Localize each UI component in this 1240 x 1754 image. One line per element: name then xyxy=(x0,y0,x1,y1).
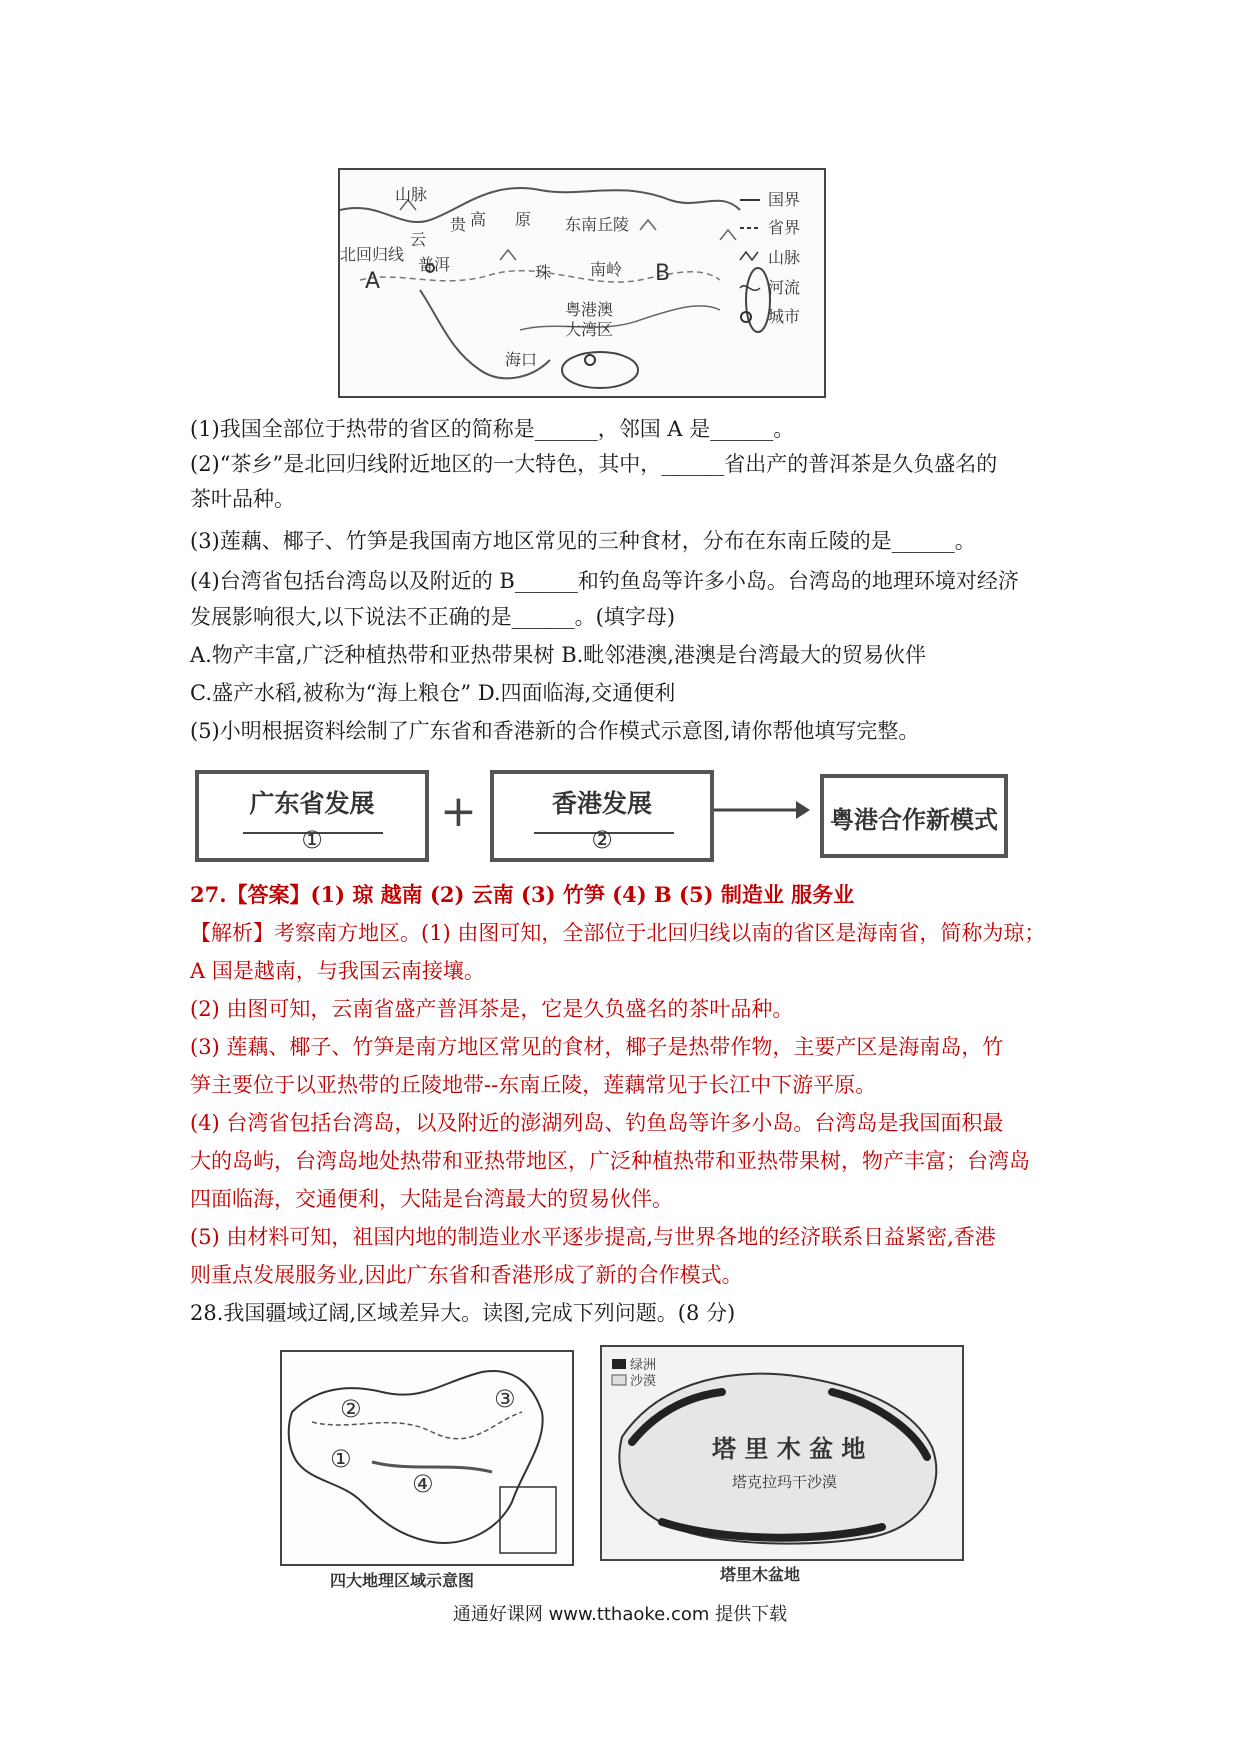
analysis-line-9: (5) 由材料可知，祖国内地的制造业水平逐步提高,与世界各地的经济联系日益紧密,香港 xyxy=(190,1225,996,1249)
tarim-basin-map xyxy=(600,1345,964,1561)
label-nanling: 南岭 xyxy=(590,260,623,279)
south-sea-inset xyxy=(500,1487,556,1553)
label-southeast-hills: 东南丘陵 xyxy=(565,215,630,234)
hongkong-number: ② xyxy=(591,826,613,854)
new-mode-box-title: 粤港合作新模式 xyxy=(830,806,998,834)
region-2: ② xyxy=(340,1395,362,1423)
label-yun: 云 xyxy=(410,230,427,249)
legend-mountain-symbol xyxy=(740,252,758,260)
label-puer: 普洱 xyxy=(418,255,451,274)
plus-sign: + xyxy=(440,786,477,837)
tarim-basin-map-svg xyxy=(602,1347,962,1559)
q27-line-3: 茶叶品种。 xyxy=(190,487,295,511)
legend-river: 河流 xyxy=(768,278,801,297)
analysis-line-1: 【解析】考察南方地区。(1) 由图可知，全部位于北回归线以南的省区是海南省，简称为琼； xyxy=(190,921,1046,945)
q27-option-cd: C.盛产水稻,被称为“海上粮仓” D.四面临海,交通便利 xyxy=(190,681,676,705)
four-regions-caption: 四大地理区域示意图 xyxy=(330,1571,475,1590)
hongkong-box xyxy=(490,770,714,862)
tarim-caption: 塔里木盆地 xyxy=(720,1565,801,1584)
q27-line-6: 发展影响很大,以下说法不正确的是______。(填字母) xyxy=(190,605,676,629)
basin-title: 塔 里 木 盆 地 xyxy=(712,1435,866,1463)
legend-desert: 沙漠 xyxy=(630,1374,657,1389)
analysis-line-3: (2) 由图可知，云南省盛产普洱茶是，它是久负盛名的茶叶品种。 xyxy=(190,997,794,1021)
label-a: A xyxy=(365,269,381,294)
label-mountains: 山脉 xyxy=(395,185,428,204)
label-gba2: 大湾区 xyxy=(565,320,614,339)
south-china-map-svg xyxy=(340,170,824,396)
footer-text: 通通好课网 www.tthaoke.com 提供下载 xyxy=(452,1604,788,1625)
guangdong-box xyxy=(195,770,429,862)
answer-heading: 27.【答案】(1) 琼 越南 (2) 云南 (3) 竹笋 (4) B (5) 制造业 服务业 xyxy=(190,882,855,907)
label-gao: 高 xyxy=(470,210,487,229)
legend-city: 城市 xyxy=(768,307,801,326)
q27-line-9: (5)小明根据资料绘制了广东省和香港新的合作模式示意图,请你帮他填写完整。 xyxy=(190,719,920,743)
label-haikou: 海口 xyxy=(505,350,538,369)
region-3: ③ xyxy=(494,1385,516,1413)
legend-border: 国界 xyxy=(768,190,801,209)
analysis-line-5: 笋主要位于以亚热带的丘陵地带--东南丘陵，莲藕常见于长江中下游平原。 xyxy=(190,1073,877,1097)
arrow-icon xyxy=(712,795,812,825)
label-gba1: 粤港澳 xyxy=(565,300,614,319)
hainan-island xyxy=(562,352,638,388)
q27-line-1: (1)我国全部位于热带的省区的简称是______，邻国 A 是______。 xyxy=(190,417,795,441)
guangdong-number: ① xyxy=(301,826,323,854)
south-china-map xyxy=(338,168,826,398)
q28-title: 28.我国疆域辽阔,区域差异大。读图,完成下列问题。(8 分) xyxy=(190,1301,736,1325)
analysis-line-8: 四面临海，交通便利，大陆是台湾最大的贸易伙伴。 xyxy=(190,1187,673,1211)
legend-desert-swatch xyxy=(612,1375,626,1385)
analysis-line-10: 则重点发展服务业,因此广东省和香港形成了新的合作模式。 xyxy=(190,1263,743,1287)
legend-mountain: 山脉 xyxy=(768,248,801,267)
label-yuan: 原 xyxy=(515,210,532,229)
legend-city-symbol xyxy=(741,312,751,322)
region-4: ④ xyxy=(412,1470,434,1498)
legend-province: 省界 xyxy=(768,218,801,237)
q27-line-2: (2)“茶乡”是北回归线附近地区的一大特色，其中，______省出产的普洱茶是久负盛名的 xyxy=(190,452,998,476)
label-b: B xyxy=(655,261,671,286)
q27-option-ab: A.物产丰富,广泛种植热带和亚热带果树 B.毗邻港澳,港澳是台湾最大的贸易伙伴 xyxy=(190,643,926,667)
analysis-line-2: A 国是越南，与我国云南接壤。 xyxy=(190,959,485,983)
label-gui: 贵 xyxy=(450,215,467,234)
legend-river-symbol xyxy=(740,286,760,291)
river-line xyxy=(520,306,720,330)
haikou-city-marker xyxy=(585,355,595,365)
four-regions-map xyxy=(280,1350,574,1566)
legend-oasis: 绿洲 xyxy=(630,1358,657,1373)
desert-label: 塔克拉玛干沙漠 xyxy=(732,1473,838,1491)
label-tropic: 北回归线 xyxy=(340,245,405,264)
hongkong-box-title: 香港发展 xyxy=(551,789,652,818)
taiwan-island xyxy=(746,268,770,332)
analysis-line-6: (4) 台湾省包括台湾岛，以及附近的澎湖列岛、钓鱼岛等许多小岛。台湾岛是我国面积最 xyxy=(190,1111,1004,1135)
new-mode-box xyxy=(820,774,1008,858)
analysis-line-4: (3) 莲藕、椰子、竹笋是南方地区常见的食材，椰子是热带作物，主要产区是海南岛，竹 xyxy=(190,1035,1004,1059)
label-zhu: 珠 xyxy=(535,263,552,282)
guangdong-box-title: 广东省发展 xyxy=(249,789,375,818)
q27-line-4: (3)莲藕、椰子、竹笋是我国南方地区常见的三种食材，分布在东南丘陵的是______。 xyxy=(190,529,976,553)
region-1: ① xyxy=(330,1445,352,1473)
q27-line-5: (4)台湾省包括台湾岛以及附近的 B______和钓鱼岛等许多小岛。台湾岛的地理环境对经济 xyxy=(190,569,1019,593)
four-regions-map-svg xyxy=(282,1352,572,1564)
analysis-line-7: 大的岛屿，台湾岛地处热带和亚热带地区，广泛种植热带和亚热带果树，物产丰富；台湾岛 xyxy=(190,1149,1030,1173)
legend-oasis-swatch xyxy=(612,1359,626,1369)
